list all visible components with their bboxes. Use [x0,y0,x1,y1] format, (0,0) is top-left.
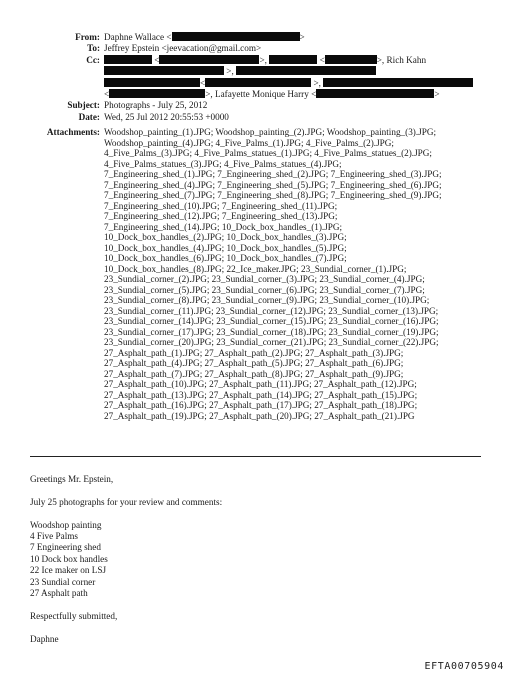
attachment-line: 4_Five_Palms_statues_(3).JPG; 4_Five_Palms_statues_(4).JPG; [104,158,342,169]
date-value: Wed, 25 Jul 2012 20:55:53 +0000 [104,111,229,122]
from-name: Daphne Wallace [104,32,165,42]
attachments-list [104,127,504,421]
cc-row: Cc: < >, < >, Rich Kahn [0,55,512,66]
attachment-line: 27_Asphalt_path_(16).JPG; 27_Asphalt_path_(17).JPG; 27_Asphalt_path_(18).JPG; [104,400,418,410]
email-body [30,474,490,656]
divider [30,456,481,457]
from-row: From: Daphne Wallace < > [0,32,512,43]
photo-list [30,520,490,600]
to-label: To: [87,43,100,54]
attachment-line: 27_Asphalt_path_(10).JPG; 27_Asphalt_path_(11).JPG; 27_Asphalt_path_(12).JPG; [104,379,417,389]
cc-row-3: < >, [0,78,512,89]
attachment-line: 27_Asphalt_path_(7).JPG; 27_Asphalt_path_(8).JPG; 27_Asphalt_path_(9).JPG; [104,368,404,379]
list-item: 27 Asphalt path [30,588,88,599]
signature: Daphne [30,633,59,644]
redaction-block [316,89,434,98]
redaction-block [104,66,224,75]
date-row [0,112,512,123]
attachment-line: 10_Dock_box_handles_(8).JPG; 22_Ice_maker.JPG; 23_Sundial_corner_(1).JPG; [104,263,407,274]
list-item: Woodshop painting [30,519,102,530]
attachment-line: 27_Asphalt_path_(19).JPG; 27_Asphalt_path_(20).JPG; 27_Asphalt_path_(21).JPG [104,410,415,421]
attachment-line: 4_Five_Palms_(3).JPG; 4_Five_Palms_statues_(1).JPG; 4_Five_Palms_statues_(2).JPG; [104,148,432,158]
cc-rich: >, Rich Kahn [376,54,427,65]
attachment-line: 27_Asphalt_path_(13).JPG; 27_Asphalt_path_(14).JPG; 27_Asphalt_path_(15).JPG; [104,389,418,400]
attachment-line: 23_Sundial_corner_(11).JPG; 23_Sundial_corner_(12).JPG; 23_Sundial_corner_(13).JPG; [104,305,439,316]
attachment-line: 23_Sundial_corner_(20).JPG; 23_Sundial_corner_(21).JPG; 23_Sundial_corner_(22).JPG; [104,337,439,347]
redaction-block [172,32,300,41]
subject-row [0,100,512,111]
attachment-line: 7_Engineering_shed_(7).JPG; 7_Engineering_shed_(8).JPG; 7_Engineering_shed_(9).JPG; [104,190,442,200]
attachment-line: 23_Sundial_corner_(5).JPG; 23_Sundial_corner_(6).JPG; 23_Sundial_corner_(7).JPG; [104,284,425,295]
attachment-line: 27_Asphalt_path_(1).JPG; 27_Asphalt_path_(2).JPG; 27_Asphalt_path_(3).JPG; [104,347,404,358]
attachment-line: 27_Asphalt_path_(4).JPG; 27_Asphalt_path_(5).JPG; 27_Asphalt_path_(6).JPG; [104,358,404,368]
attachment-line: 23_Sundial_corner_(14).JPG; 23_Sundial_corner_(15).JPG; 23_Sundial_corner_(16).JPG; [104,316,439,326]
date-label: Date: [78,111,100,122]
cc-row-4: < >, Lafayette Monique Harry < > [104,89,440,100]
attachment-line: 7_Engineering_shed_(4).JPG; 7_Engineering_shed_(5).JPG; 7_Engineering_shed_(6).JPG; [104,179,442,190]
attachment-line: Woodshop_painting_(1).JPG; Woodshop_painting_(2).JPG; Woodshop_painting_(3).JPG; [104,127,437,137]
bates-number: EFTA00705904 [424,661,504,672]
redaction-block [325,55,377,64]
list-item: 23 Sundial corner [30,576,96,587]
email-header [0,32,512,123]
attachment-line: 23_Sundial_corner_(17).JPG; 23_Sundial_corner_(18).JPG; 23_Sundial_corner_(19).JPG; [104,326,439,337]
attachment-line: Woodshop_painting_(4).JPG; 4_Five_Palms_(1).JPG; 4_Five_Palms_(2).JPG; [104,137,394,148]
closing: Respectfully submitted, [30,610,118,621]
attachment-line: 10_Dock_box_handles_(2).JPG; 10_Dock_box_handles_(3).JPG; [104,232,347,242]
redaction-block [159,55,259,64]
cc-label: Cc: [86,54,100,65]
redaction-block [236,66,376,75]
attachments-label: Attachments: [46,127,100,137]
attachment-line: 23_Sundial_corner_(2).JPG; 23_Sundial_corner_(3).JPG; 23_Sundial_corner_(4).JPG; [104,274,425,284]
cc-row-2: >, [0,66,512,77]
greeting: Greetings Mr. Epstein, [30,474,114,484]
redaction-block [109,89,205,98]
list-item: 10 Dock box handles [30,553,108,564]
attachment-line: 7_Engineering_shed_(1).JPG; 7_Engineering_shed_(2).JPG; 7_Engineering_shed_(3).JPG; [104,169,442,179]
attachment-line: 10_Dock_box_handles_(6).JPG; 10_Dock_box_handles_(7).JPG; [104,253,347,263]
to-row [0,43,512,54]
list-item: 4 Five Palms [30,531,78,541]
redaction-block [104,78,200,87]
list-item: 22 Ice maker on LSJ [30,565,107,576]
subject-label: Subject: [67,100,100,111]
attachment-line: 7_Engineering_shed_(14).JPG; 10_Dock_box_handles_(1).JPG; [104,221,343,232]
list-item: 7 Engineering shed [30,542,101,553]
subject-value: Photographs - July 25, 2012 [104,100,208,111]
redaction-block [205,78,311,87]
attachment-line: 7_Engineering_shed_(12).JPG; 7_Engineering_shed_(13).JPG; [104,211,338,221]
attachment-line: 7_Engineering_shed_(10).JPG; 7_Engineering_shed_(11).JPG; [104,200,338,211]
to-value: Jeffrey Epstein <jeevacation@gmail.com> [104,43,262,54]
redaction-block [269,55,317,64]
redaction-block [104,55,152,64]
cc-lafayette: >, Lafayette Monique Harry [205,89,309,100]
attachment-line: 10_Dock_box_handles_(4).JPG; 10_Dock_box_handles_(5).JPG; [104,242,347,253]
from-label: From: [75,32,100,42]
attachment-line: 23_Sundial_corner_(8).JPG; 23_Sundial_corner_(9).JPG; 23_Sundial_corner_(10).JPG; [104,295,430,305]
redaction-block [323,78,473,87]
intro-line: July 25 photographs for your review and comments: [30,496,223,507]
